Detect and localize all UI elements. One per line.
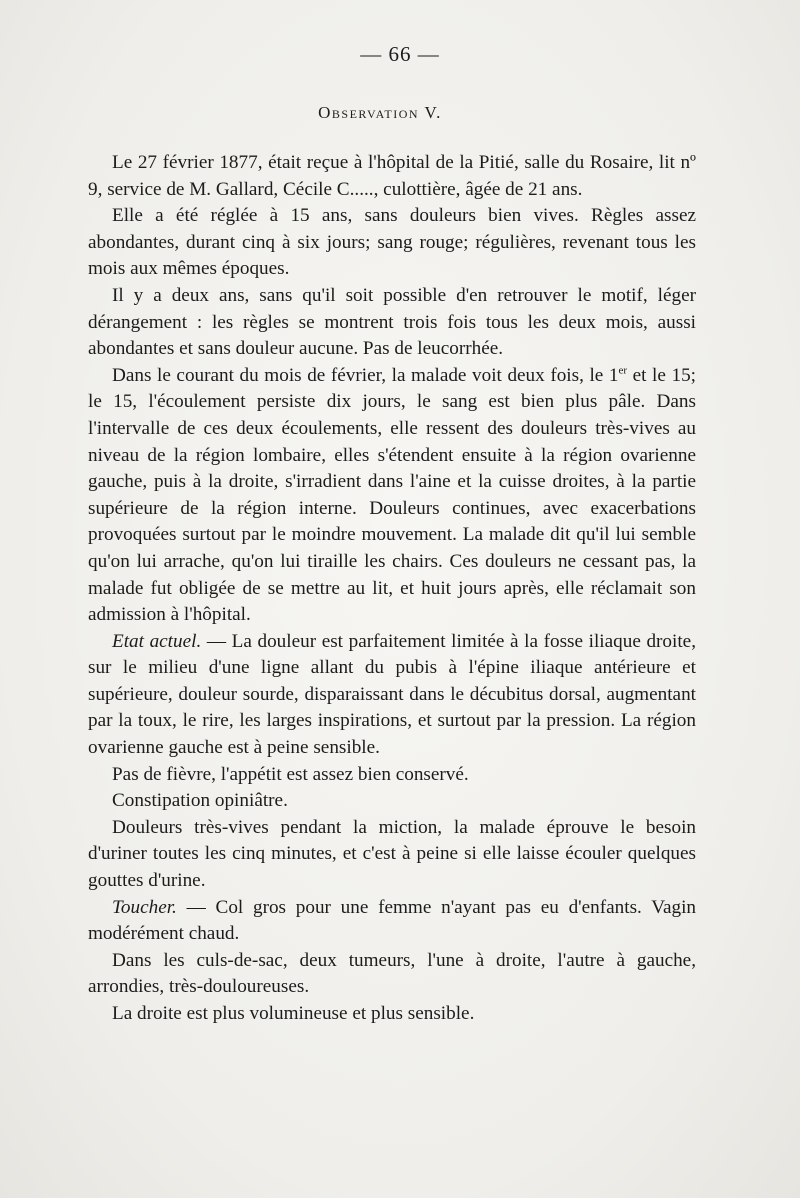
- paragraph-toucher: [88, 895, 696, 948]
- section-lead-etat-actuel: Etat actuel.: [112, 630, 202, 652]
- paragraph-1: [88, 150, 696, 203]
- ordinal-superscript: er: [618, 364, 628, 377]
- paragraph-text: et le 15; le 15, l'écoulement persiste dix jours, le sang est bien plus pâle. Dans l'intervalle de ces deux écoulements, elle ressent des douleurs très-vives au niveau de la région lombaire, elles s'étendent ensuite à la région ovarienne gauche, puis à la droite, s'irradient dans l'aine et la cuisse droites, à la partie supérieure de la région interne. Douleurs continues, avec exacerbations provoquées surtout par le moindre mouvement. La malade dit qu'il lui semble qu'on lui arrache, qu'on lui tiraille les chairs. Ces douleurs ne cessant pas, la malade fut obligée de se mettre au lit, et huit jours après, elle réclamait son admission à l'hôpital.: [88, 364, 696, 626]
- paragraph-11: [88, 1001, 696, 1028]
- paragraph-6: [88, 762, 696, 789]
- paragraph-text: — La douleur est parfaitement limitée à la fosse iliaque droite, sur le milieu d'une ligne allant du pubis à l'épine iliaque antérieure et supérieure, douleur sourde, disparaissant dans le décubitus dorsal, augmentant par la toux, le rire, les larges inspirations, et surtout par la pression. La région ovarienne gauche est à peine sensible.: [88, 630, 696, 759]
- paragraph-etat-actuel: [88, 629, 696, 762]
- paragraph-10: [88, 948, 696, 1001]
- body-text: [88, 150, 696, 1028]
- paragraph-2: [88, 203, 696, 283]
- paragraph-text: Dans le courant du mois de février, la malade voit deux fois, le 1: [112, 364, 619, 386]
- paragraph-4: [88, 363, 696, 629]
- observation-heading: Observation V.: [318, 103, 442, 122]
- paragraph-text: La droite est plus volumineuse et plus sensible.: [112, 1003, 475, 1024]
- paragraph-text: Douleurs très-vives pendant la miction, la malade éprouve le besoin d'uriner toutes les cinq minutes, et c'est à peine si elle laisse écouler quelques gouttes d'urine.: [88, 816, 696, 892]
- paragraph-7: [88, 788, 696, 815]
- paragraph-text: Elle a été réglée à 15 ans, sans douleurs bien vives. Règles assez abondantes, durant cinq à six jours; sang rouge; régulières, revenant tous les mois aux mêmes époques.: [88, 205, 696, 280]
- section-lead-toucher: Toucher.: [112, 896, 177, 918]
- paragraph-text: — Col gros pour une femme n'ayant pas eu d'enfants. Vagin modérément chaud.: [88, 896, 696, 945]
- paragraph-text: Constipation opiniâtre.: [112, 790, 288, 812]
- paragraph-text: Le 27 février 1877, était reçue à l'hôpital de la Pitié, salle du Rosaire, lit nº 9, service de M. Gallard, Cécile C....., culottière, âgée de 21 ans.: [88, 152, 696, 200]
- paragraph-text: Dans les culs-de-sac, deux tumeurs, l'une à droite, l'autre à gauche, arrondies, très-douloureuses.: [88, 949, 696, 998]
- paragraph-8: [88, 815, 696, 895]
- paragraph-text: Pas de fièvre, l'appétit est assez bien conservé.: [112, 763, 469, 785]
- paragraph-3: [88, 283, 696, 363]
- paragraph-text: Il y a deux ans, sans qu'il soit possible d'en retrouver le motif, léger dérangement : les règles se montrent trois fois tous les deux mois, aussi abondantes et sans douleur aucune. Pas de leucorrhée.: [88, 284, 696, 360]
- page-number: — 66 —: [360, 42, 440, 66]
